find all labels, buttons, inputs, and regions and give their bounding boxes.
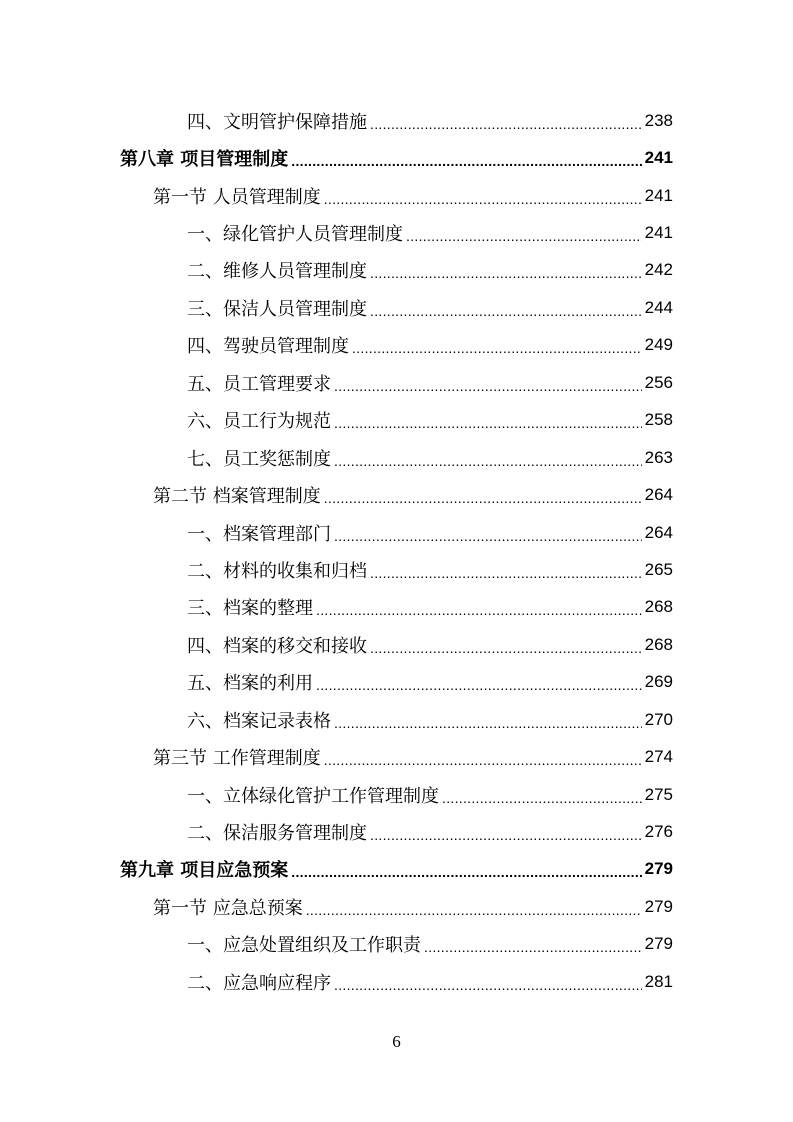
dot-leader — [352, 340, 642, 356]
toc-entry-title: 四、驾驶员管理制度 — [187, 336, 349, 358]
toc-page-number: 258 — [644, 410, 673, 430]
toc-entry-title: 二、维修人员管理制度 — [187, 261, 367, 283]
toc-item-row[interactable] — [0, 364, 793, 401]
toc-page-number: 238 — [644, 110, 673, 130]
toc-section-row[interactable] — [0, 738, 793, 775]
dot-leader — [424, 939, 642, 955]
dot-leader — [334, 715, 642, 731]
toc-item-row[interactable] — [0, 926, 793, 963]
toc-page-number: 244 — [644, 297, 673, 317]
toc-item-row[interactable] — [0, 664, 793, 701]
toc-page-number: 276 — [644, 822, 673, 842]
toc-entry-title: 二、材料的收集和归档 — [187, 560, 367, 582]
table-of-contents — [0, 102, 793, 1001]
toc-item-row[interactable] — [0, 102, 793, 139]
toc-entry-title: 第一节 应急总预案 — [153, 897, 303, 919]
toc-entry-title: 四、档案的移交和接收 — [187, 635, 367, 657]
toc-page-number: 241 — [644, 185, 673, 205]
toc-item-row[interactable] — [0, 214, 793, 251]
toc-page-number: 268 — [644, 634, 673, 654]
toc-section-row[interactable] — [0, 177, 793, 214]
toc-item-row[interactable] — [0, 289, 793, 326]
toc-page-number: 263 — [644, 447, 673, 467]
toc-item-row[interactable] — [0, 551, 793, 588]
toc-item-row[interactable] — [0, 252, 793, 289]
dot-leader — [370, 565, 642, 581]
toc-entry-title: 六、档案记录表格 — [187, 710, 331, 732]
dot-leader — [370, 827, 642, 843]
toc-section-row[interactable] — [0, 888, 793, 925]
toc-page-number: 268 — [644, 597, 673, 617]
dot-leader — [324, 752, 642, 768]
dot-leader — [370, 265, 642, 281]
toc-entry-title: 三、保洁人员管理制度 — [187, 298, 367, 320]
toc-item-row[interactable] — [0, 701, 793, 738]
toc-page-number: 274 — [644, 747, 673, 767]
dot-leader — [324, 191, 642, 207]
toc-page-number: 265 — [644, 559, 673, 579]
dot-leader — [406, 228, 642, 244]
toc-entry-title: 五、档案的利用 — [187, 673, 313, 695]
dot-leader — [291, 864, 641, 880]
toc-entry-title: 第九章 项目应急预案 — [120, 860, 289, 882]
toc-item-row[interactable] — [0, 439, 793, 476]
dot-leader — [334, 378, 642, 394]
toc-page-number: 279 — [644, 896, 673, 916]
toc-page-number: 279 — [644, 934, 673, 954]
dot-leader — [316, 602, 642, 618]
toc-page-number: 281 — [644, 971, 673, 991]
toc-entry-title: 一、档案管理部门 — [187, 523, 331, 545]
toc-page-number: 242 — [644, 260, 673, 280]
toc-entry-title: 第三节 工作管理制度 — [153, 748, 321, 770]
toc-page-number: 270 — [644, 709, 673, 729]
toc-item-row[interactable] — [0, 327, 793, 364]
toc-page-number: 256 — [644, 372, 673, 392]
toc-entry-title: 二、保洁服务管理制度 — [187, 823, 367, 845]
toc-entry-title: 第八章 项目管理制度 — [120, 149, 289, 171]
dot-leader — [334, 528, 642, 544]
toc-item-row[interactable] — [0, 626, 793, 663]
toc-page-number: 241 — [644, 148, 673, 168]
toc-page-number: 241 — [644, 223, 673, 243]
toc-page-number: 269 — [644, 672, 673, 692]
toc-page-number: 249 — [644, 335, 673, 355]
toc-entry-title: 第一节 人员管理制度 — [153, 186, 321, 208]
toc-entry-title: 二、应急响应程序 — [187, 972, 331, 994]
toc-entry-title: 七、员工奖惩制度 — [187, 448, 331, 470]
toc-entry-title: 一、绿化管护人员管理制度 — [187, 224, 403, 246]
dot-leader — [306, 902, 642, 918]
dot-leader — [370, 303, 642, 319]
toc-section-row[interactable] — [0, 476, 793, 513]
toc-entry-title: 一、立体绿化管护工作管理制度 — [187, 785, 439, 807]
dot-leader — [291, 153, 641, 169]
toc-entry-title: 一、应急处置组织及工作职责 — [187, 935, 421, 957]
toc-entry-title: 六、员工行为规范 — [187, 411, 331, 433]
toc-entry-title: 第二节 档案管理制度 — [153, 486, 321, 508]
dot-leader — [334, 977, 642, 993]
toc-item-row[interactable] — [0, 402, 793, 439]
dot-leader — [370, 116, 642, 132]
toc-item-row[interactable] — [0, 514, 793, 551]
toc-page-number: 279 — [644, 859, 673, 879]
toc-page-number: 275 — [644, 784, 673, 804]
toc-chapter-row[interactable] — [0, 139, 793, 176]
toc-item-row[interactable] — [0, 776, 793, 813]
toc-page-number: 264 — [644, 522, 673, 542]
dot-leader — [316, 677, 642, 693]
toc-chapter-row[interactable] — [0, 851, 793, 888]
dot-leader — [370, 640, 642, 656]
toc-item-row[interactable] — [0, 963, 793, 1000]
toc-page-number: 264 — [644, 485, 673, 505]
toc-item-row[interactable] — [0, 589, 793, 626]
dot-leader — [324, 490, 642, 506]
toc-item-row[interactable] — [0, 813, 793, 850]
page-number: 6 — [392, 1032, 401, 1051]
dot-leader — [334, 453, 642, 469]
toc-entry-title: 五、员工管理要求 — [187, 373, 331, 395]
toc-entry-title: 三、档案的整理 — [187, 598, 313, 620]
dot-leader — [442, 790, 642, 806]
toc-entry-title: 四、文明管护保障措施 — [187, 111, 367, 133]
dot-leader — [334, 415, 642, 431]
